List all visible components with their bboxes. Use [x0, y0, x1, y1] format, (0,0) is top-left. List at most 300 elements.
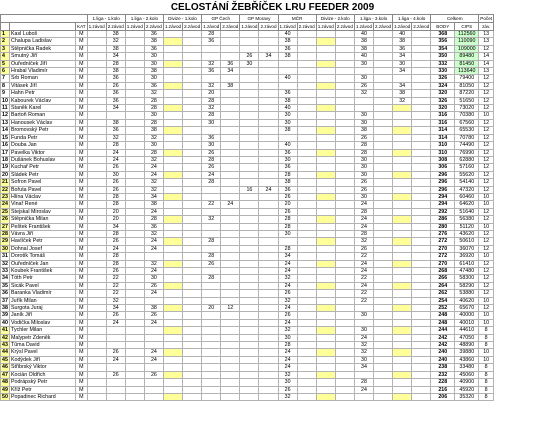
rank-cell[interactable]: 10	[2, 97, 8, 104]
score-cell[interactable]: 30	[144, 53, 163, 60]
score-cell[interactable]	[316, 208, 335, 215]
score-cell[interactable]	[259, 342, 278, 349]
score-cell[interactable]	[259, 60, 278, 67]
score-cell[interactable]	[374, 201, 393, 208]
cips-total-cell[interactable]: 40900	[455, 379, 479, 386]
score-cell[interactable]	[297, 208, 316, 215]
table-row[interactable]	[1, 312, 494, 319]
score-cell[interactable]	[87, 379, 106, 386]
score-cell[interactable]	[240, 105, 259, 112]
score-cell[interactable]	[297, 371, 316, 378]
score-cell[interactable]	[202, 245, 221, 252]
score-cell[interactable]: 40	[354, 31, 373, 38]
score-cell[interactable]	[125, 268, 144, 275]
score-cell[interactable]	[393, 164, 412, 171]
score-cell[interactable]	[221, 327, 240, 334]
score-cell[interactable]	[125, 349, 144, 356]
race-count-cell[interactable]: 10	[479, 253, 494, 260]
score-cell[interactable]	[163, 90, 182, 97]
name-cell[interactable]: Tychler Milan	[10, 327, 76, 334]
score-cell[interactable]	[374, 393, 393, 400]
score-cell[interactable]	[183, 186, 202, 193]
score-cell[interactable]	[259, 238, 278, 245]
score-cell[interactable]: 26	[202, 260, 221, 267]
rank-cell[interactable]: 50	[2, 393, 8, 400]
score-cell[interactable]	[412, 164, 431, 171]
score-cell[interactable]	[125, 305, 144, 312]
race-count-cell[interactable]: 13	[479, 68, 494, 75]
name-cell[interactable]: Hahn Petr	[10, 90, 76, 97]
score-cell[interactable]	[125, 164, 144, 171]
score-cell[interactable]	[221, 164, 240, 171]
score-cell[interactable]	[316, 260, 335, 267]
score-cell[interactable]	[316, 216, 335, 223]
score-cell[interactable]	[125, 364, 144, 371]
score-cell[interactable]	[87, 223, 106, 230]
score-cell[interactable]	[163, 364, 182, 371]
table-row[interactable]	[1, 275, 494, 282]
score-cell[interactable]	[87, 371, 106, 378]
score-cell[interactable]	[374, 53, 393, 60]
score-cell[interactable]	[316, 90, 335, 97]
score-cell[interactable]	[221, 238, 240, 245]
score-cell[interactable]	[259, 75, 278, 82]
table-row[interactable]	[1, 216, 494, 223]
score-cell[interactable]	[202, 282, 221, 289]
score-cell[interactable]	[183, 156, 202, 163]
score-cell[interactable]	[297, 201, 316, 208]
score-cell[interactable]	[259, 290, 278, 297]
score-cell[interactable]	[259, 393, 278, 400]
score-cell[interactable]	[335, 38, 354, 45]
rank-cell[interactable]: 5	[1, 60, 10, 67]
score-cell[interactable]	[412, 386, 431, 393]
score-cell[interactable]: 32	[106, 297, 125, 304]
score-cell[interactable]	[316, 349, 335, 356]
name-cell[interactable]: Smutný Jiří	[10, 53, 76, 60]
score-cell[interactable]	[412, 334, 431, 341]
score-cell[interactable]	[163, 38, 182, 45]
score-cell[interactable]	[221, 334, 240, 341]
score-cell[interactable]: 28	[144, 119, 163, 126]
score-cell[interactable]	[393, 230, 412, 237]
score-cell[interactable]	[316, 305, 335, 312]
score-cell[interactable]: 24	[144, 238, 163, 245]
score-cell[interactable]: 38	[278, 53, 297, 60]
score-cell[interactable]	[87, 260, 106, 267]
score-cell[interactable]	[240, 371, 259, 378]
score-cell[interactable]	[183, 201, 202, 208]
score-cell[interactable]	[183, 149, 202, 156]
score-cell[interactable]	[125, 253, 144, 260]
score-cell[interactable]	[354, 97, 373, 104]
score-cell[interactable]: 36	[278, 45, 297, 52]
score-cell[interactable]	[87, 216, 106, 223]
table-row[interactable]	[1, 305, 494, 312]
score-cell[interactable]: 34	[259, 53, 278, 60]
score-cell[interactable]	[163, 193, 182, 200]
score-cell[interactable]	[297, 119, 316, 126]
score-cell[interactable]	[240, 31, 259, 38]
cips-total-cell[interactable]: 109000	[455, 45, 479, 52]
score-cell[interactable]: 30	[354, 75, 373, 82]
score-cell[interactable]: 20	[202, 90, 221, 97]
score-cell[interactable]	[316, 371, 335, 378]
table-row[interactable]	[1, 349, 494, 356]
cips-total-cell[interactable]: 81050	[455, 82, 479, 89]
cips-total-cell[interactable]: 76990	[455, 149, 479, 156]
score-cell[interactable]: 22	[202, 201, 221, 208]
points-total-cell[interactable]: 268	[431, 268, 455, 275]
table-row[interactable]	[1, 371, 494, 378]
score-cell[interactable]	[412, 364, 431, 371]
table-row[interactable]	[1, 97, 494, 104]
cips-total-cell[interactable]: 40000	[455, 312, 479, 319]
score-cell[interactable]	[202, 327, 221, 334]
score-cell[interactable]	[87, 75, 106, 82]
score-cell[interactable]	[354, 305, 373, 312]
score-cell[interactable]	[240, 297, 259, 304]
score-cell[interactable]: 24	[106, 245, 125, 252]
score-cell[interactable]	[87, 45, 106, 52]
score-cell[interactable]	[374, 60, 393, 67]
score-cell[interactable]	[374, 253, 393, 260]
race-count-cell[interactable]: 8	[479, 386, 494, 393]
score-cell[interactable]	[393, 334, 412, 341]
score-cell[interactable]	[393, 327, 412, 334]
score-cell[interactable]	[374, 364, 393, 371]
score-cell[interactable]	[183, 364, 202, 371]
score-cell[interactable]	[87, 342, 106, 349]
score-cell[interactable]	[335, 282, 354, 289]
race-count-cell[interactable]: 8	[479, 364, 494, 371]
points-total-cell[interactable]: 294	[431, 201, 455, 208]
score-cell[interactable]	[183, 60, 202, 67]
rank-cell[interactable]: 27	[2, 223, 8, 230]
points-total-cell[interactable]: 368	[431, 31, 455, 38]
score-cell[interactable]	[240, 260, 259, 267]
score-cell[interactable]	[163, 186, 182, 193]
table-row[interactable]	[1, 119, 494, 126]
header-sub-18[interactable]: 2.závod	[413, 24, 430, 29]
score-cell[interactable]	[335, 386, 354, 393]
score-cell[interactable]	[125, 156, 144, 163]
score-cell[interactable]	[144, 386, 163, 393]
score-cell[interactable]	[202, 127, 221, 134]
score-cell[interactable]: 26	[278, 290, 297, 297]
score-cell[interactable]	[202, 364, 221, 371]
score-cell[interactable]: 26	[106, 186, 125, 193]
header-group-8[interactable]: 1.liga - 4.kolo	[393, 15, 431, 23]
score-cell[interactable]	[412, 53, 431, 60]
score-cell[interactable]	[297, 223, 316, 230]
score-cell[interactable]	[221, 75, 240, 82]
header-group-6[interactable]: Divize - 2.kolo	[316, 15, 354, 23]
score-cell[interactable]: 30	[144, 60, 163, 67]
score-cell[interactable]	[163, 68, 182, 75]
score-cell[interactable]	[412, 312, 431, 319]
score-cell[interactable]	[374, 90, 393, 97]
score-cell[interactable]	[221, 297, 240, 304]
score-cell[interactable]	[221, 260, 240, 267]
score-cell[interactable]	[412, 208, 431, 215]
category-cell[interactable]: M	[76, 171, 88, 178]
score-cell[interactable]	[412, 245, 431, 252]
score-cell[interactable]: 28	[106, 60, 125, 67]
score-cell[interactable]	[163, 297, 182, 304]
score-cell[interactable]	[125, 149, 144, 156]
race-count-cell[interactable]: 12	[479, 208, 494, 215]
score-cell[interactable]: 34	[393, 68, 412, 75]
name-cell[interactable]: Dohnal Josef	[10, 245, 76, 252]
score-cell[interactable]: 20	[106, 208, 125, 215]
score-cell[interactable]: 26	[202, 164, 221, 171]
score-cell[interactable]	[202, 371, 221, 378]
score-cell[interactable]	[144, 364, 163, 371]
score-cell[interactable]: 24	[278, 305, 297, 312]
table-row[interactable]	[1, 53, 494, 60]
score-cell[interactable]: 26	[106, 312, 125, 319]
score-cell[interactable]: 28	[354, 230, 373, 237]
score-cell[interactable]	[297, 393, 316, 400]
score-cell[interactable]	[221, 393, 240, 400]
score-cell[interactable]	[335, 201, 354, 208]
race-count-cell[interactable]: 12	[479, 134, 494, 141]
score-cell[interactable]	[163, 260, 182, 267]
score-cell[interactable]	[259, 38, 278, 45]
score-cell[interactable]: 30	[144, 142, 163, 149]
score-cell[interactable]	[412, 275, 431, 282]
points-total-cell[interactable]: 316	[431, 112, 455, 119]
score-cell[interactable]	[144, 327, 163, 334]
score-cell[interactable]	[335, 53, 354, 60]
score-cell[interactable]	[278, 60, 297, 67]
score-cell[interactable]	[106, 364, 125, 371]
score-cell[interactable]	[183, 268, 202, 275]
score-cell[interactable]	[163, 356, 182, 363]
score-cell[interactable]	[106, 393, 125, 400]
score-cell[interactable]	[278, 134, 297, 141]
category-cell[interactable]: M	[76, 82, 88, 89]
rank-cell[interactable]: 16	[2, 142, 8, 149]
score-cell[interactable]: 38	[354, 45, 373, 52]
score-cell[interactable]: 36	[278, 90, 297, 97]
score-cell[interactable]	[202, 208, 221, 215]
score-cell[interactable]	[412, 45, 431, 52]
race-count-cell[interactable]: 12	[479, 186, 494, 193]
score-cell[interactable]: 32	[393, 97, 412, 104]
score-cell[interactable]: 28	[278, 216, 297, 223]
score-cell[interactable]	[374, 208, 393, 215]
rank-cell[interactable]: 15	[2, 134, 8, 141]
score-cell[interactable]	[183, 305, 202, 312]
score-cell[interactable]: 38	[354, 38, 373, 45]
header-sub-15[interactable]: 1.závod	[355, 24, 372, 29]
category-cell[interactable]: M	[76, 97, 88, 104]
score-cell[interactable]	[240, 393, 259, 400]
category-cell[interactable]: M	[76, 253, 88, 260]
points-total-cell[interactable]: 326	[431, 75, 455, 82]
score-cell[interactable]: 32	[278, 297, 297, 304]
score-cell[interactable]	[259, 90, 278, 97]
score-cell[interactable]	[183, 119, 202, 126]
score-cell[interactable]: 24	[278, 364, 297, 371]
category-cell[interactable]: M	[76, 216, 88, 223]
score-cell[interactable]	[393, 312, 412, 319]
score-cell[interactable]	[374, 223, 393, 230]
score-cell[interactable]	[183, 208, 202, 215]
score-cell[interactable]	[183, 112, 202, 119]
score-cell[interactable]	[412, 371, 431, 378]
name-cell[interactable]: Ouředníček Jiří	[10, 60, 76, 67]
score-cell[interactable]: 30	[354, 193, 373, 200]
score-cell[interactable]: 12	[221, 305, 240, 312]
score-cell[interactable]	[87, 186, 106, 193]
score-cell[interactable]	[393, 127, 412, 134]
score-cell[interactable]: 24	[144, 268, 163, 275]
name-cell[interactable]: Douba Jan	[10, 142, 76, 149]
rank-cell[interactable]: 8	[1, 82, 10, 89]
score-cell[interactable]	[87, 179, 106, 186]
score-cell[interactable]: 32	[278, 393, 297, 400]
score-cell[interactable]	[316, 193, 335, 200]
score-cell[interactable]	[259, 31, 278, 38]
score-cell[interactable]	[259, 319, 278, 326]
name-cell[interactable]: Bromovský Petr	[10, 127, 76, 134]
score-cell[interactable]	[316, 245, 335, 252]
points-total-cell[interactable]: 320	[431, 90, 455, 97]
score-cell[interactable]	[87, 386, 106, 393]
score-cell[interactable]: 38	[393, 90, 412, 97]
cips-total-cell[interactable]: 51640	[455, 208, 479, 215]
score-cell[interactable]	[125, 68, 144, 75]
score-cell[interactable]	[87, 297, 106, 304]
name-cell[interactable]: Sicák Pavel	[10, 282, 76, 289]
score-cell[interactable]	[125, 312, 144, 319]
score-cell[interactable]	[335, 238, 354, 245]
score-cell[interactable]	[125, 53, 144, 60]
score-cell[interactable]	[125, 112, 144, 119]
score-cell[interactable]: 30	[354, 327, 373, 334]
score-cell[interactable]: 30	[144, 275, 163, 282]
score-cell[interactable]: 30	[354, 164, 373, 171]
score-cell[interactable]	[393, 305, 412, 312]
score-cell[interactable]	[163, 275, 182, 282]
score-cell[interactable]	[163, 149, 182, 156]
score-cell[interactable]	[412, 268, 431, 275]
score-cell[interactable]	[297, 238, 316, 245]
header-sub-17[interactable]: 1.závod	[394, 24, 411, 29]
score-cell[interactable]	[183, 260, 202, 267]
score-cell[interactable]: 24	[144, 356, 163, 363]
score-cell[interactable]	[221, 127, 240, 134]
score-cell[interactable]	[393, 223, 412, 230]
score-cell[interactable]	[240, 179, 259, 186]
score-cell[interactable]	[87, 171, 106, 178]
score-cell[interactable]	[240, 142, 259, 149]
race-count-cell[interactable]: 10	[479, 201, 494, 208]
score-cell[interactable]: 32	[144, 260, 163, 267]
score-cell[interactable]	[240, 97, 259, 104]
score-cell[interactable]	[183, 230, 202, 237]
category-cell[interactable]: M	[76, 349, 88, 356]
score-cell[interactable]	[412, 97, 431, 104]
name-cell[interactable]: Hlína Václav	[10, 193, 76, 200]
score-cell[interactable]: 30	[202, 142, 221, 149]
score-cell[interactable]	[354, 371, 373, 378]
rank-cell[interactable]: 42	[2, 334, 8, 341]
name-cell[interactable]: Podrápský Petr	[10, 379, 76, 386]
score-cell[interactable]	[316, 253, 335, 260]
score-cell[interactable]	[335, 223, 354, 230]
score-cell[interactable]	[393, 393, 412, 400]
score-cell[interactable]	[240, 201, 259, 208]
category-cell[interactable]: M	[76, 90, 88, 97]
score-cell[interactable]	[259, 216, 278, 223]
cips-total-cell[interactable]: 67560	[455, 119, 479, 126]
score-cell[interactable]	[412, 290, 431, 297]
score-cell[interactable]	[335, 327, 354, 334]
score-cell[interactable]	[221, 282, 240, 289]
score-cell[interactable]: 24	[106, 319, 125, 326]
score-cell[interactable]	[316, 230, 335, 237]
score-cell[interactable]	[87, 334, 106, 341]
score-cell[interactable]: 22	[354, 290, 373, 297]
score-cell[interactable]	[240, 290, 259, 297]
score-cell[interactable]	[297, 156, 316, 163]
score-cell[interactable]	[125, 201, 144, 208]
score-cell[interactable]	[202, 386, 221, 393]
score-cell[interactable]	[297, 68, 316, 75]
score-cell[interactable]	[87, 312, 106, 319]
table-row[interactable]	[1, 90, 494, 97]
category-cell[interactable]: M	[76, 386, 88, 393]
score-cell[interactable]: 30	[354, 60, 373, 67]
race-count-cell[interactable]: 12	[479, 245, 494, 252]
score-cell[interactable]: 24	[106, 356, 125, 363]
score-cell[interactable]: 38	[393, 38, 412, 45]
race-count-cell[interactable]: 14	[479, 60, 494, 67]
score-cell[interactable]	[183, 393, 202, 400]
race-count-cell[interactable]: 12	[479, 105, 494, 112]
points-total-cell[interactable]: 228	[431, 379, 455, 386]
cips-total-cell[interactable]: 43860	[455, 356, 479, 363]
race-count-cell[interactable]: 14	[479, 53, 494, 60]
score-cell[interactable]	[297, 164, 316, 171]
score-cell[interactable]	[221, 230, 240, 237]
score-cell[interactable]	[316, 38, 335, 45]
cips-total-cell[interactable]: 61410	[455, 260, 479, 267]
score-cell[interactable]	[316, 342, 335, 349]
score-cell[interactable]: 24	[278, 349, 297, 356]
table-row[interactable]	[1, 282, 494, 289]
score-cell[interactable]	[393, 342, 412, 349]
score-cell[interactable]	[354, 68, 373, 75]
score-cell[interactable]	[87, 208, 106, 215]
score-cell[interactable]	[412, 119, 431, 126]
score-cell[interactable]	[163, 112, 182, 119]
score-cell[interactable]: 32	[144, 156, 163, 163]
score-cell[interactable]	[412, 319, 431, 326]
score-cell[interactable]	[87, 327, 106, 334]
race-count-cell[interactable]: 8	[479, 371, 494, 378]
score-cell[interactable]: 24	[202, 171, 221, 178]
race-count-cell[interactable]: 12	[479, 149, 494, 156]
score-cell[interactable]	[183, 275, 202, 282]
table-row[interactable]	[1, 171, 494, 178]
score-cell[interactable]	[412, 179, 431, 186]
score-cell[interactable]: 26	[354, 186, 373, 193]
